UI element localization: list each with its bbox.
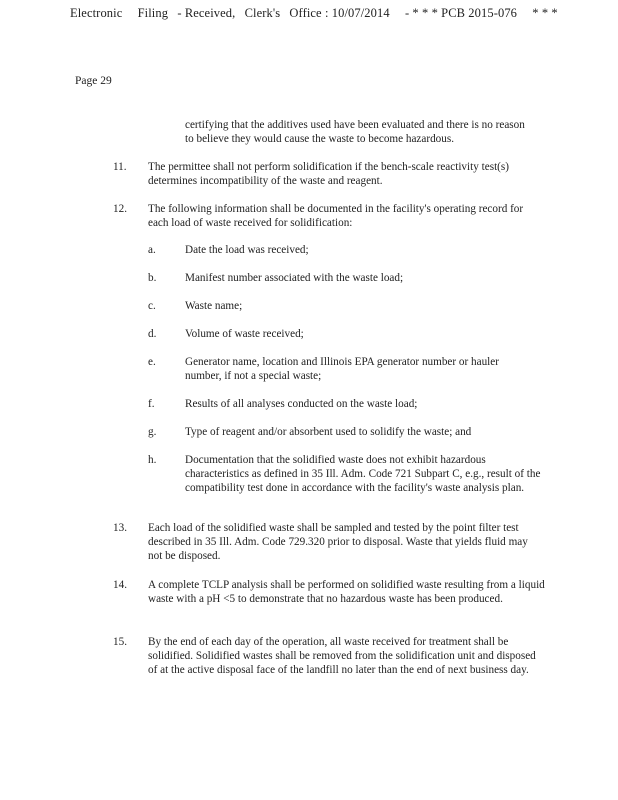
subitem-text: Volume of waste received; xyxy=(185,328,304,340)
subitem-letter: b. xyxy=(148,272,157,284)
item-text: The permittee shall not perform solidification if the bench-scale reactivity test(s) determines incompatibility of the waste and reagent. xyxy=(148,161,509,187)
subitem-letter: h. xyxy=(148,454,157,466)
header-part: 10/07/2014 xyxy=(331,6,390,20)
header-part: : xyxy=(324,6,329,20)
header-part: - Received, xyxy=(177,6,236,20)
item-number: 11. xyxy=(113,161,127,173)
item-number: 13. xyxy=(113,522,127,534)
continuation-text: certifying that the additives used have been evaluated and there is no reason to believe they would cause the waste to become hazardous. xyxy=(185,119,525,145)
subitem-letter: e. xyxy=(148,356,156,368)
item-text: Each load of the solidified waste shall be sampled and tested by the point filter test described in 35 Ill. Adm. Code 729.320 prior to disposal. Waste that yields fluid may not be disposed. xyxy=(148,522,528,562)
subitem-letter: d. xyxy=(148,328,157,340)
item-text: By the end of each day of the operation, all waste received for treatment shall be solidified. Solidified wastes shall be removed from the solidification unit and disposed of at the active disposal face of the landfill no later than the end of next business day. xyxy=(148,636,536,676)
item-number: 15. xyxy=(113,636,127,648)
item-text: The following information shall be documented in the facility's operating record for each load of waste received for solidification: xyxy=(148,203,524,229)
subitem-text: Date the load was received; xyxy=(185,244,309,256)
header-part: Filing xyxy=(137,6,169,20)
item-text: A complete TCLP analysis shall be performed on solidified waste resulting from a liquid waste with a pH <5 to demonstrate that no hazardous waste has been produced. xyxy=(148,579,545,605)
subitem-text: Generator name, location and Illinois EPA generator number or hauler number, if not a special waste; xyxy=(185,356,499,382)
subitem-text: Results of all analyses conducted on the waste load; xyxy=(185,398,418,410)
subitem-text: Waste name; xyxy=(185,300,243,312)
subitem-letter: a. xyxy=(148,244,156,256)
header-part: Electronic xyxy=(70,6,123,20)
header-part: * * * xyxy=(532,6,558,20)
subitem-text: Manifest number associated with the waste load; xyxy=(185,272,404,284)
subitem-letter: f. xyxy=(148,398,155,410)
subitem-text: Documentation that the solidified waste does not exhibit hazardous characteristics as defined in 35 Ill. Adm. Code 721 Subpart C, e.g., result of the compatibility test done in accordance with the facility's waste analysis plan. xyxy=(185,454,541,494)
header-part: - * * * PCB 2015-076 xyxy=(404,6,518,20)
subitem-letter: c. xyxy=(148,300,156,312)
subitem-letter: g. xyxy=(148,426,157,438)
item-number: 12. xyxy=(113,203,127,215)
header-part: Clerk's xyxy=(244,6,281,20)
header-part: Office xyxy=(289,6,322,20)
subitem-text: Type of reagent and/or absorbent used to solidify the waste; and xyxy=(185,426,472,438)
page-number: Page 29 xyxy=(75,75,112,87)
filing-header xyxy=(70,6,558,21)
item-number: 14. xyxy=(113,579,127,591)
